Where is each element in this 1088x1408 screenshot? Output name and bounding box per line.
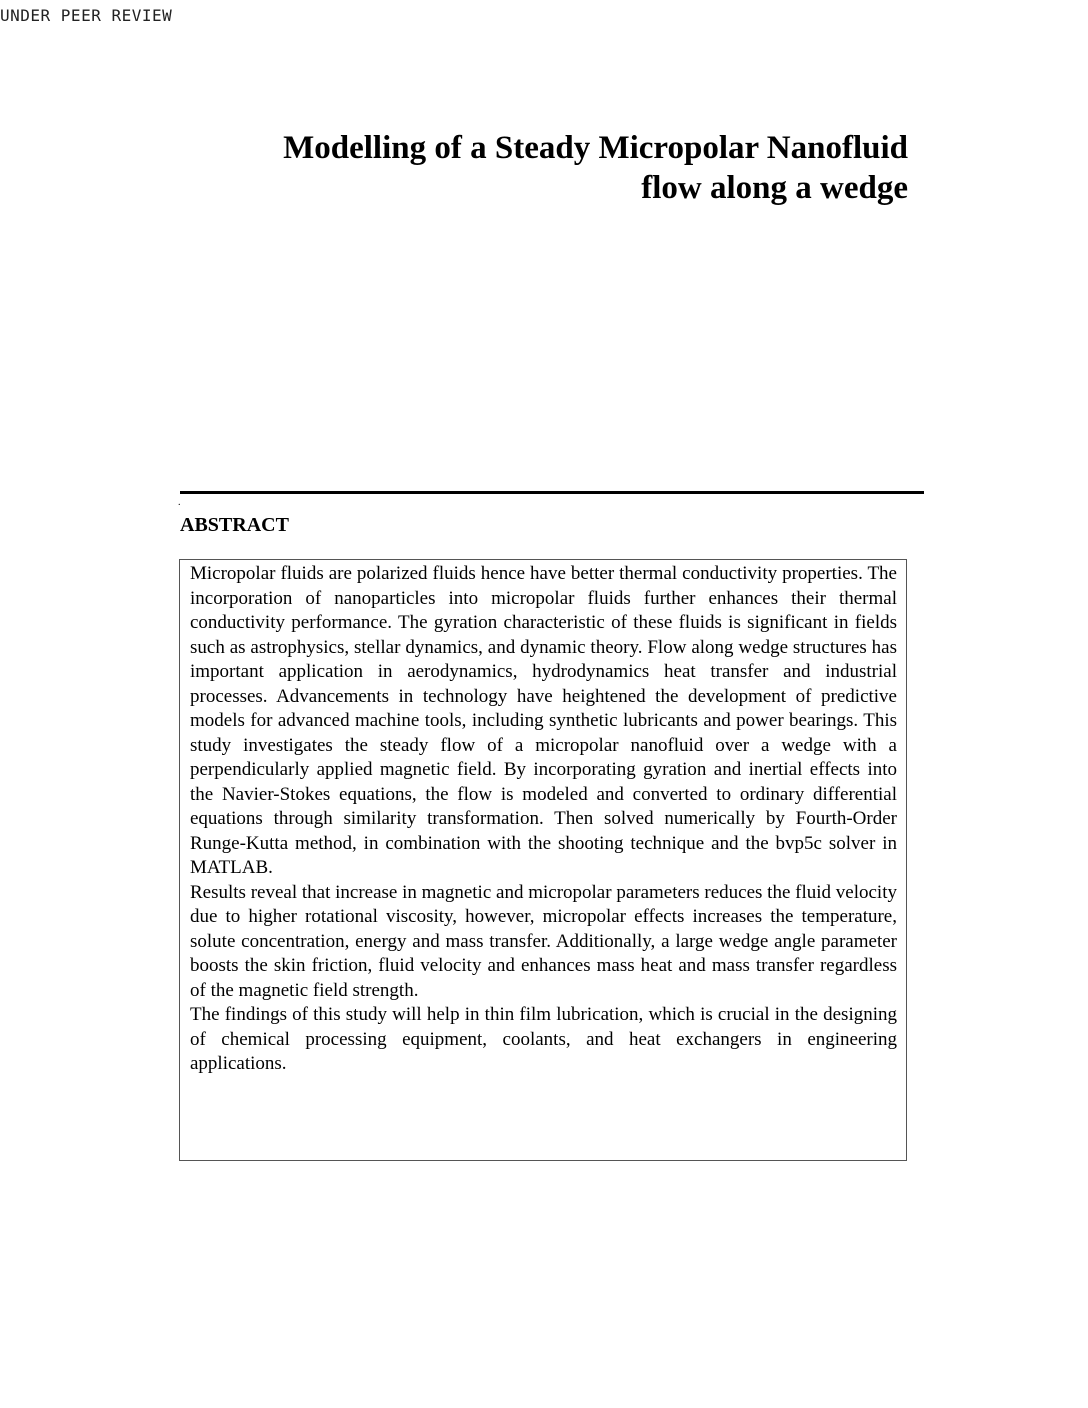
abstract-paragraph-3: The findings of this study will help in thin film lubrication, which is crucial in the designing of chemical processing equipment, coolants, and heat exchangers in engineering applications. [190,1004,897,1074]
divider-mark: . [178,497,181,508]
review-watermark: UNDER PEER REVIEW [0,6,173,25]
paper-title-line-2: flow along a wedge [641,170,908,206]
paper-title-line-1: Modelling of a Steady Micropolar Nanofluid [283,130,908,166]
paper-title [188,128,908,208]
abstract-paragraph-1: Micropolar fluids are polarized fluids hence have better thermal conductivity properties. The incorporation of nanoparticles into micropolar fluids further enhances their thermal conductivity performance. The gyration characteristic of these fluids is significant in fields such as astrophysics, stellar dynamics, and dynamic theory. Flow along wedge structures has important application in aerodynamics, hydrodynamics heat transfer and industrial processes. Advancements in technology have heightened the development of predictive models for advanced machine tools, including synthetic lubricants and power bearings. This study investigates the steady flow of a micropolar nanofluid over a wedge with a perpendicularly applied magnetic field. By incorporating gyration and inertial effects into the Navier-Stokes equations, the flow is modeled and converted to ordinary differential equations through similarity transformation. Then solved numerically by Fourth-Order Runge-Kutta method, in combination with the shooting technique and the bvp5c solver in MATLAB. [190,563,897,878]
section-divider [180,491,924,494]
abstract-box [179,559,907,1161]
abstract-heading: ABSTRACT [180,514,289,536]
abstract-paragraph-2: Results reveal that increase in magnetic and micropolar parameters reduces the fluid velocity due to higher rotational viscosity, however, micropolar effects increases the temperature, solute concentration, energy and mass transfer. Additionally, a large wedge angle parameter boosts the skin friction, fluid velocity and enhances mass heat and mass transfer regardless of the magnetic field strength. [190,881,897,1001]
